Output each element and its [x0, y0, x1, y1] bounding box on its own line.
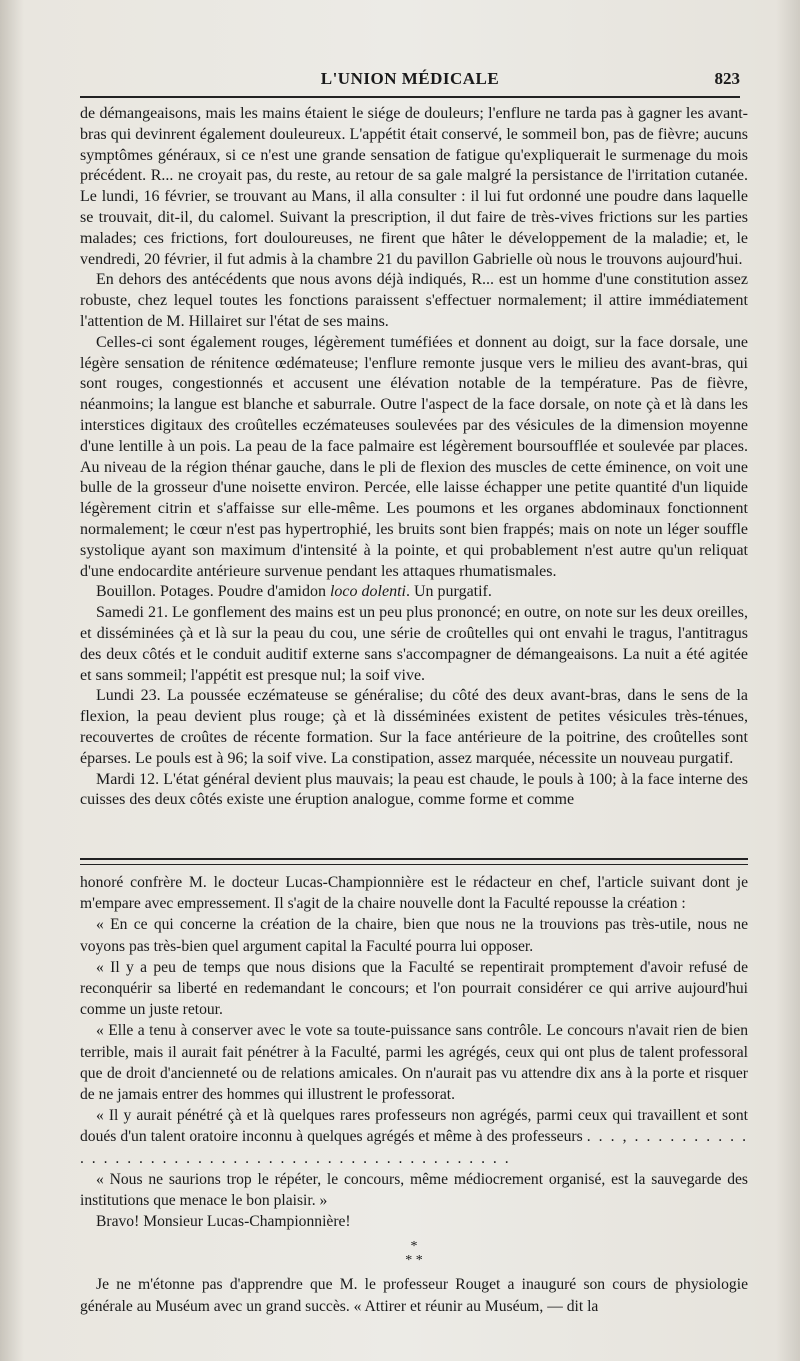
journal-title: L'UNION MÉDICALE: [320, 69, 500, 88]
paragraph: Celles-ci sont également rouges, légèrement tuméfiées et donnent au doigt, sur la face dorsale, une légère sensation de rénitence œdémateuse; l'enflure remonte jusque vers le milieu des avant-bras, qui sont rouges, congestionnés et accusent une élévation notable de la température. Pas de fièvre, néanmoins; la langue est blanche et saburrale. Outre l'aspect de la face dorsale, on note çà et là dans les interstices digitaux des croûtelles eczémateuses soulevées par des vésicules de la dimension moyenne d'une lentille à un pois. La peau de la face palmaire est légèrement boursoufflée et soulevée par places. Au niveau de la région thénar gauche, dans le pli de flexion des muscles de cette éminence, on voit une bulle de la grosseur d'une noisette environ. Percée, elle laisse échapper une petite quantité d'un liquide légèrement citrin et s'affaisse sur elle-même. Les poumons et les organes abdominaux fonctionnent normalement; le cœur n'est pas hypertrophié, les bruits sont bien frappés; mais on note un léger souffle systolique ayant son maximum d'intensité à la pointe, et qui probablement n'est autre qu'un reliquat d'une endocardite antérieure survenue pendant les attaques rhumatismales.: [80, 333, 748, 580]
main-text-column: [80, 104, 748, 811]
quote-paragraph: [80, 1105, 748, 1169]
feuilleton-rule-thin: [80, 864, 748, 865]
paragraph: Samedi 21. Le gonflement des mains est un peu plus prononcé; en outre, on note sur les deux oreilles, et disséminées çà et là sur la peau du cou, une série de croûtelles qui ont envahi le tragus, l'antitragus des deux côtés et le conduit auditif externe sans s'accompagner de démangeaisons. La nuit a été agitée et sans sommeil; l'appétit est presque nul; la soif vive.: [80, 604, 748, 684]
prescription-text: Bouillon. Potages. Poudre d'amidon: [96, 583, 330, 601]
quote-paragraph: « En ce qui concerne la création de la chaire, bien que nous ne la trouvions pas très-utile, nous ne voyons pas très-bien quel argument capital la Faculté pourra lui opposer.: [80, 916, 748, 955]
prescription-tail: . Un purgatif.: [405, 583, 492, 601]
paragraph: de démangeaisons, mais les mains étaient le siége de douleurs; l'enflure ne tarda pas à gagner les avant-bras qui devinrent également douleureux. L'appétit était conservé, le sommeil bon, pas de fièvre; aucuns symptômes généraux, si ce n'est une grande sensation de fatigue qu'expliquerait le surmenage du mois précédent. R... ne croyait pas, du reste, au retour de sa gale malgré la persistance de l'irritation cutanée. Le lundi, 16 février, se trouvant au Mans, il alla consulter : il lui fut ordonné une poudre dans laquelle se trouvait, dit-il, du calomel. Suivant la prescription, il dut faire de très-vives frictions sur les parties malades; ces frictions, fort douloureuses, ne firent que hâter le développement de la maladie; et, le vendredi, 20 février, il fut admis à la chambre 21 du pavillon Gabrielle où nous le trouvons aujourd'hui.: [80, 105, 748, 268]
quote-paragraph: « Nous ne saurions trop le répéter, le concours, même médiocrement organisé, est la sauvegarde des institutions que menace le bon plaisir. »: [80, 1170, 748, 1210]
italic-phrase: loco dolenti: [329, 583, 406, 601]
feuilleton-rule: [80, 858, 748, 860]
quote-paragraph: « Elle a tenu à conserver avec le vote sa toute-puissance sans contrôle. Le concours n'avait rien de bien terrible, mais il aurait fait pénétrer à la Faculté, parmi les agrégés, ceux qui ont plus de talent professoral que de droit d'ancienneté ou de relations amicales. On n'aurait pas vu attendre dix ans à la porte et risquer de ne jamais entrer des hommes qui illustrent le professorat.: [80, 1022, 748, 1104]
paragraph: honoré confrère M. le docteur Lucas-Championnière est le rédacteur en chef, l'article suivant dont je m'empare avec empressement. Il s'agit de la chaire nouvelle dont la Faculté repousse la création :: [80, 874, 748, 913]
quote-paragraph: « Il y a peu de temps que nous disions que la Faculté se repentirait promptement d'avoir refusé de reconquérir sa liberté en redemandant le concours; et l'on pourrait considérer ce qui arrive aujourd'hui comme un juste retour.: [80, 958, 748, 1019]
paragraph: Bravo! Monsieur Lucas-Championnière!: [96, 1213, 351, 1231]
paragraph: [80, 582, 748, 603]
asterism-separator: * * *: [405, 1239, 423, 1269]
quote-text: « Il y aurait pénétré çà et là quelques rares professeurs non agrégés, parmi ceux qui travaillent et sont doués d'un talent oratoire inconnu à quelques agrégés et même à des professeurs: [80, 1107, 748, 1146]
ellipsis-dots: . . . , . . . . . . . . . . . . . . . . . . . . . . . . . . . . . . . . . . . . . . . . . . . . . . .: [80, 1128, 749, 1167]
paragraph: Mardi 12. L'état général devient plus mauvais; la peau est chaude, le pouls à 100; à la face interne des cuisses des deux côtés existe une éruption analogue, comme forme et comme: [80, 770, 748, 809]
page-number: 823: [714, 69, 740, 88]
paragraph: Je ne m'étonne pas d'apprendre que M. le professeur Rouget a inauguré son cours de physiologie générale au Muséum avec un grand succès. « Attirer et réunir au Muséum, — dit la: [80, 1276, 748, 1315]
header-rule: [80, 96, 740, 98]
paragraph: Lundi 23. La poussée eczémateuse se généralise; du côté des deux avant-bras, dans le sens de la flexion, la peau devient plus rouge; çà et là disséminées existent de petites vésicules très-ténues, recouvertes de croûtes de récente formation. Sur la face antérieure de la poitrine, des croûtelles sont éparses. Le pouls est à 96; la soif vive. La constipation, assez marquée, nécessite un nouveau purgatif.: [80, 687, 748, 767]
feuilleton-column: [80, 872, 748, 1317]
paragraph: En dehors des antécédents que nous avons déjà indiqués, R... est un homme d'une constitution assez robuste, chez lequel toutes les fonctions paraissent s'effectuer normalement; il attire immédiatement l'attention de M. Hillairet sur l'état de ses mains.: [80, 271, 748, 330]
running-header: [80, 66, 740, 92]
